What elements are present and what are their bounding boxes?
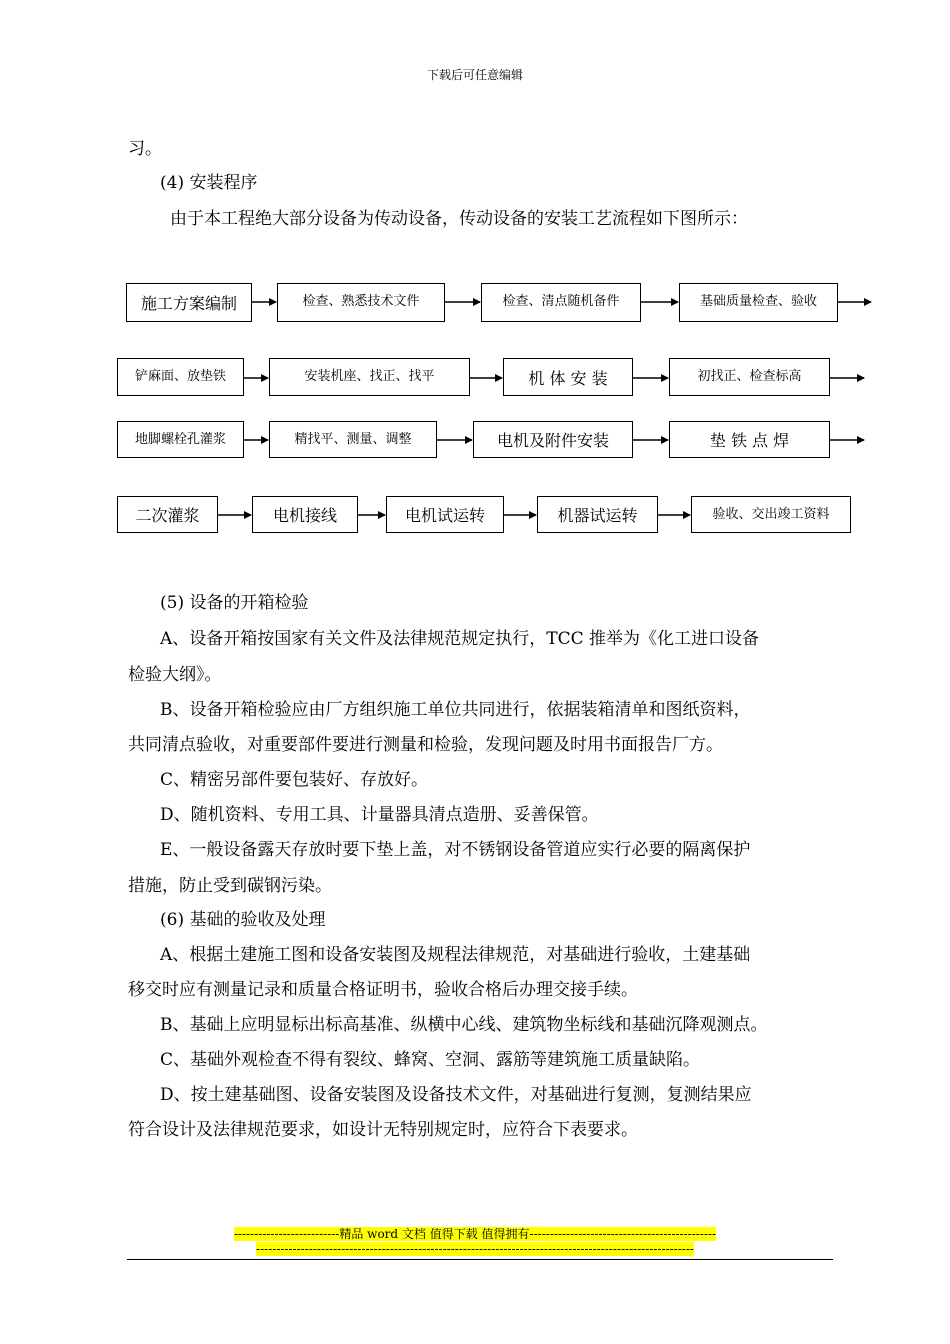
footer-line-1: --------------------------精品 word 文档 值得下载 值得拥有---------------------------------------------- [233, 1227, 717, 1241]
footer-banner [0, 1242, 950, 1256]
paragraph-line: B、设备开箱检验应由厂方组织施工单位共同进行，依据装箱清单和图纸资料， [160, 700, 751, 720]
flow-step: 电机及附件安装 [473, 421, 633, 458]
footer-banner [0, 1227, 950, 1241]
flow-step: 检查、熟悉技术文件 [277, 283, 445, 322]
paragraph-line: 符合设计及法律规范要求，如设计无特别规定时，应符合下表要求。 [128, 1120, 638, 1140]
paragraph-line: 习。 [128, 139, 162, 159]
paragraph-line: 检验大纲》。 [128, 665, 222, 685]
paragraph-line: B、基础上应明显标出标高基准、纵横中心线、建筑物坐标线和基础沉降观测点。 [160, 1015, 768, 1035]
flow-step: 地脚螺栓孔灌浆 [117, 421, 244, 458]
flow-step: 垫 铁 点 焊 [669, 421, 830, 458]
flow-step: 机器试运转 [537, 496, 658, 533]
paragraph-line: E、一般设备露天存放时要下垫上盖，对不锈钢设备管道应实行必要的隔离保护 [160, 840, 751, 860]
paragraph-line: A、设备开箱按国家有关文件及法律规范规定执行，TCC 推举为《化工进口设备 [160, 629, 760, 649]
flow-step: 基础质量检查、验收 [679, 283, 838, 322]
section-heading-6: (6) 基础的验收及处理 [160, 910, 326, 930]
paragraph-line: C、基础外观检查不得有裂纹、蜂窝、空洞、露筋等建筑施工质量缺陷。 [160, 1050, 701, 1070]
flow-step: 二次灌浆 [117, 496, 218, 533]
paragraph-line: D、随机资料、专用工具、计量器具清点造册、妥善保管。 [160, 805, 599, 825]
paragraph-line: 措施，防止受到碳钢污染。 [128, 876, 332, 896]
paragraph-line: C、精密另部件要包装好、存放好。 [160, 770, 429, 790]
paragraph-line: 由于本工程绝大部分设备为传动设备，传动设备的安装工艺流程如下图所示： [170, 209, 748, 229]
page-header: 下载后可任意编辑 [426, 68, 523, 82]
paragraph-line: D、按土建基础图、设备安装图及设备技术文件，对基础进行复测，复测结果应 [160, 1085, 752, 1105]
flow-step: 铲麻面、放垫铁 [117, 358, 244, 396]
flow-step: 机 体 安 装 [503, 358, 633, 396]
paragraph-line: 移交时应有测量记录和质量合格证明书，验收合格后办理交接手续。 [128, 980, 638, 1000]
footer-line-2: ------------------------------------------------------------------------------------------------------------ [256, 1242, 694, 1256]
flow-step: 精找平、测量、调整 [269, 421, 437, 458]
footer-rule [127, 1259, 833, 1260]
paragraph-line: 共同清点验收，对重要部件要进行测量和检验，发现问题及时用书面报告厂方。 [128, 735, 723, 755]
section-heading-4: (4) 安装程序 [160, 173, 258, 193]
flowchart-arrows [0, 0, 950, 560]
paragraph-line: A、根据土建施工图和设备安装图及规程法律规范，对基础进行验收，土建基础 [160, 945, 751, 965]
flow-step: 电机试运转 [386, 496, 504, 533]
flow-step: 验收、交出竣工资料 [691, 496, 851, 533]
flow-step: 电机接线 [252, 496, 358, 533]
flow-step: 初找正、检查标高 [669, 358, 830, 396]
flow-step: 施工方案编制 [126, 283, 252, 322]
section-heading-5: (5) 设备的开箱检验 [160, 593, 309, 613]
flow-step: 安装机座、找正、找平 [269, 358, 470, 396]
flow-step: 检查、清点随机备件 [481, 283, 641, 322]
